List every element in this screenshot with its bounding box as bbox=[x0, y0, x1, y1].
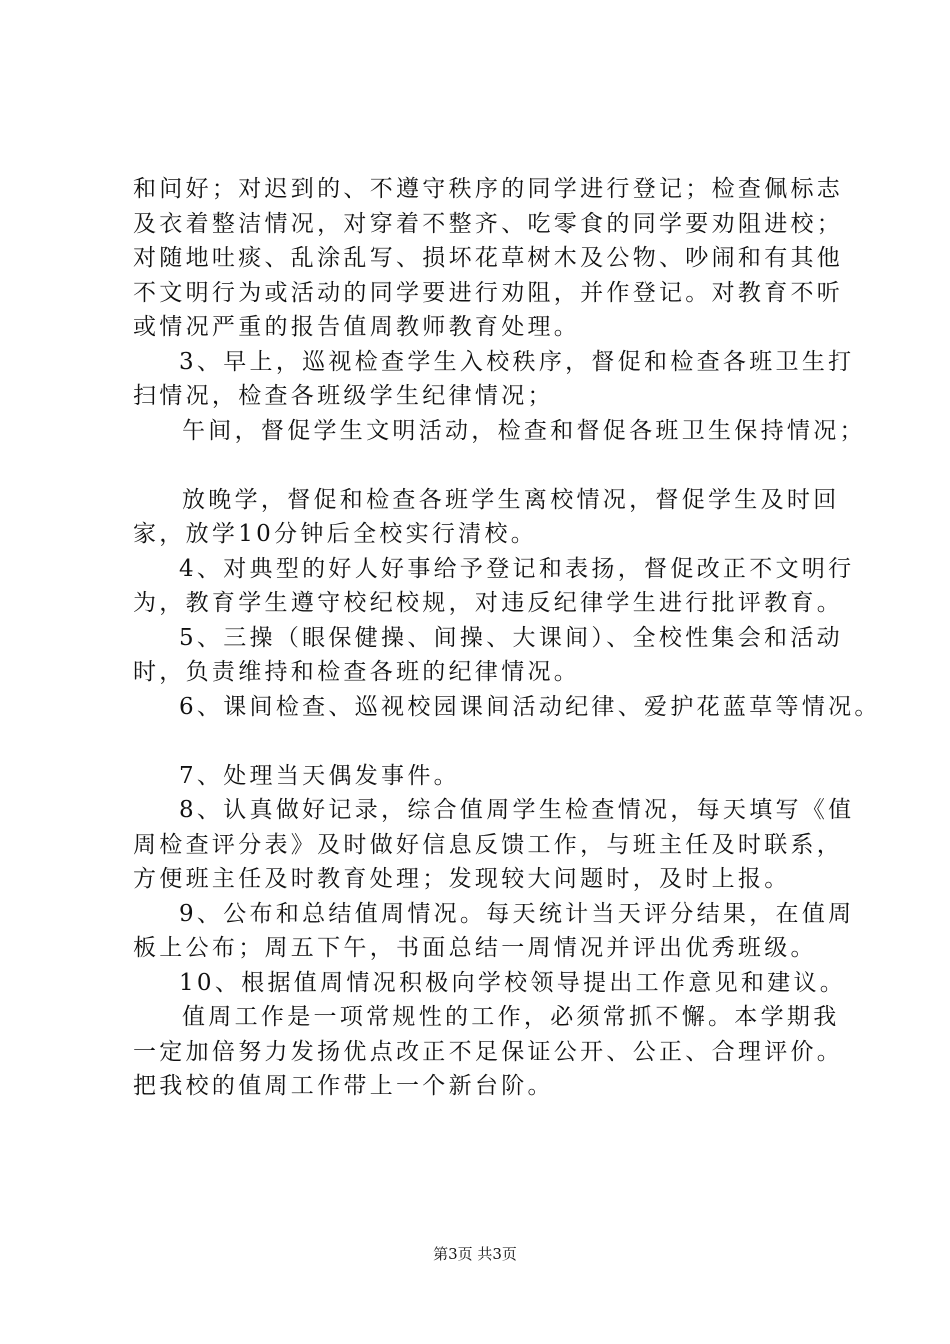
paragraph-line: 9、公布和总结值周情况。每天统计当天评分结果，在值周 bbox=[179, 900, 855, 927]
paragraph-line: 周检查评分表》及时做好信息反馈工作，与班主任及时联系， bbox=[133, 831, 844, 858]
paragraph-line: 板上公布；周五下午，书面总结一周情况并评出优秀班级。 bbox=[133, 935, 817, 961]
document-body bbox=[133, 172, 881, 1104]
blank-line bbox=[133, 724, 853, 759]
paragraph-line: 对随地吐痰、乱涂乱写、损坏花草树木及公物、吵闹和有其他 bbox=[133, 245, 844, 271]
paragraph-line: 8、认真做好记录，综合值周学生检查情况，每天填写《值 bbox=[179, 797, 855, 823]
blank-line bbox=[133, 448, 853, 483]
paragraph-line: 一定加倍努力发扬优点改正不足保证公开、公正、合理评价。 bbox=[133, 1038, 844, 1065]
paragraph-line: 4、对典型的好人好事给予登记和表扬，督促改正不文明行 bbox=[179, 555, 855, 582]
paragraph-line: 不文明行为或活动的同学要进行劝阻，并作登记。对教育不听 bbox=[133, 279, 844, 306]
page-number-label: 第3页 共3页 bbox=[433, 1245, 517, 1263]
paragraph-line: 3、早上，巡视检查学生入校秩序，督促和检查各班卫生打 bbox=[179, 348, 855, 375]
paragraph-line: 5、三操（眼保健操、间操、大课间）、全校性集会和活动 bbox=[179, 624, 843, 651]
paragraph-line: 放晚学，督促和检查各班学生离校情况，督促学生及时回 bbox=[182, 486, 840, 513]
page-footer bbox=[0, 1244, 950, 1264]
paragraph-line: 10、根据值周情况积极向学校领导提出工作意见和建议。 bbox=[179, 969, 847, 996]
paragraph-line: 和问好；对迟到的、不遵守秩序的同学进行登记；检查佩标志 bbox=[133, 176, 844, 202]
paragraph-line: 时，负责维持和检查各班的纪律情况。 bbox=[133, 659, 581, 685]
paragraph-line: 6、课间检查、巡视校园课间活动纪律、爱护花蓝草等情况。 bbox=[179, 693, 881, 720]
paragraph-line: 扫情况，检查各班级学生纪律情况； bbox=[133, 383, 554, 409]
paragraph-line: 方便班主任及时教育处理；发现较大问题时，及时上报。 bbox=[133, 866, 791, 892]
paragraph-line: 为，教育学生遵守校纪校规，对违反纪律学生进行批评教育。 bbox=[133, 590, 844, 616]
paragraph-line: 或情况严重的报告值周教师教育处理。 bbox=[133, 314, 581, 340]
paragraph-line: 及衣着整洁情况，对穿着不整齐、吃零食的同学要劝阻进校； bbox=[133, 210, 844, 237]
paragraph-line: 午间，督促学生文明活动，检查和督促各班卫生保持情况； bbox=[182, 417, 866, 444]
paragraph-line: 值周工作是一项常规性的工作，必须常抓不懈。本学期我 bbox=[182, 1004, 840, 1030]
paragraph-line: 家，放学10分钟后全校实行清校。 bbox=[133, 521, 538, 547]
paragraph-line: 7、处理当天偶发事件。 bbox=[179, 762, 460, 789]
paragraph-line: 把我校的值周工作带上一个新台阶。 bbox=[133, 1073, 554, 1099]
